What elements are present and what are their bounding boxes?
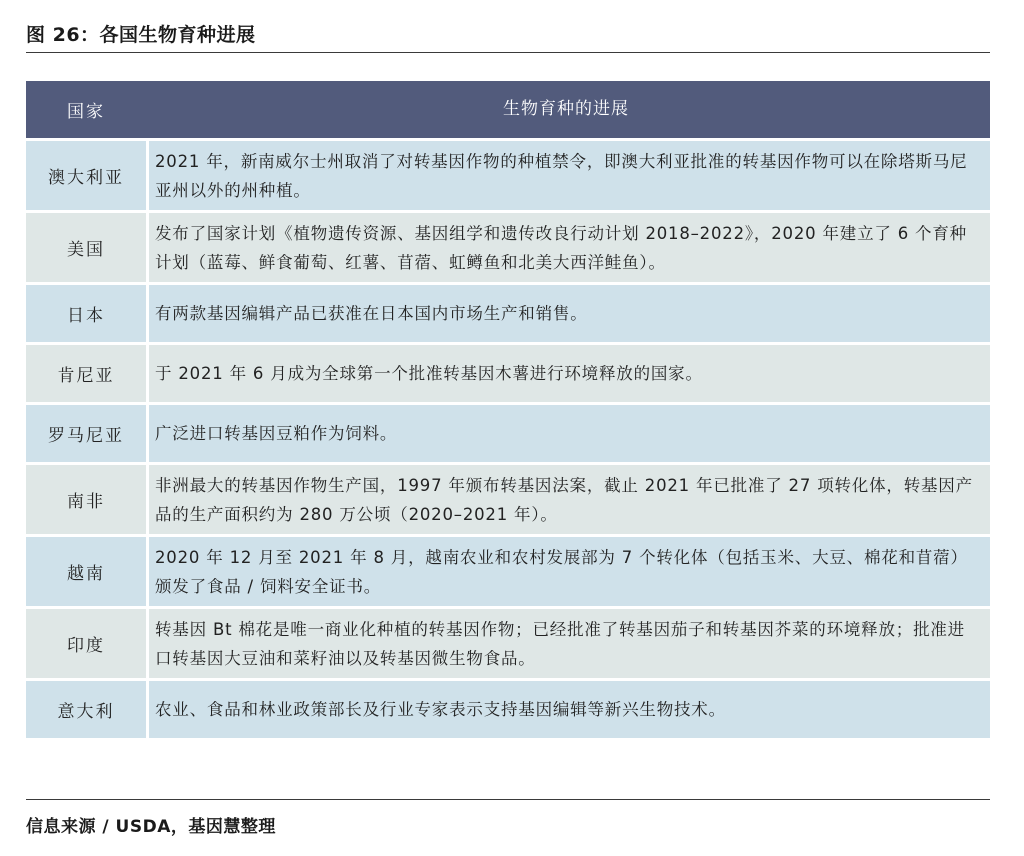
row-progress: 发布了国家计划《植物遗传资源、基因组学和遗传改良行动计划 2018–2022》，2020 年建立了 6 个育种计划（蓝莓、鲜食葡萄、红薯、苜蓿、虹鳟鱼和北美大西洋鲑鱼）。	[155, 223, 967, 272]
row-progress: 广泛进口转基因豆粕作为饲料。	[155, 424, 398, 443]
row-country: 印度	[26, 609, 149, 678]
top-divider	[26, 52, 990, 53]
row-progress: 有两款基因编辑产品已获准在日本国内市场生产和销售。	[155, 304, 588, 323]
table-row	[26, 345, 990, 402]
row-country: 肯尼亚	[26, 345, 149, 402]
table-row	[26, 465, 990, 534]
row-country: 罗马尼亚	[26, 405, 149, 462]
row-country: 南非	[26, 465, 149, 534]
table-row	[26, 405, 990, 462]
row-progress: 非洲最大的转基因作物生产国，1997 年颁布转基因法案，截止 2021 年已批准了 27 项转化体，转基因产品的生产面积约为 280 万公顷（2020–2021 年）。	[155, 475, 973, 524]
table-row	[26, 285, 990, 342]
progress-table	[26, 81, 990, 741]
figure-title: 图 26：各国生物育种进展	[26, 24, 256, 46]
row-progress: 2020 年 12 月至 2021 年 8 月，越南农业和农村发展部为 7 个转化体（包括玉米、大豆、棉花和苜蓿）颁发了食品 / 饲料安全证书。	[155, 547, 968, 596]
table-row	[26, 141, 990, 210]
table-header-row	[26, 81, 990, 138]
table-row	[26, 537, 990, 606]
row-progress: 农业、食品和林业政策部长及行业专家表示支持基因编辑等新兴生物技术。	[155, 700, 726, 719]
row-country: 澳大利亚	[26, 141, 149, 210]
header-country: 国家	[67, 102, 105, 122]
row-progress: 于 2021 年 6 月成为全球第一个批准转基因木薯进行环境释放的国家。	[155, 364, 703, 383]
source-note: 信息来源 / USDA，基因慧整理	[26, 817, 276, 837]
table-row	[26, 213, 990, 282]
row-country: 美国	[26, 213, 149, 282]
bottom-divider	[26, 799, 990, 800]
row-country: 日本	[26, 285, 149, 342]
row-progress: 2021 年，新南威尔士州取消了对转基因作物的种植禁令，即澳大利亚批准的转基因作物可以在除塔斯马尼亚州以外的州种植。	[155, 151, 968, 200]
row-country: 意大利	[26, 681, 149, 738]
header-progress: 生物育种的进展	[503, 99, 629, 119]
row-progress: 转基因 Bt 棉花是唯一商业化种植的转基因作物；已经批准了转基因茄子和转基因芥菜的环境释放；批准进口转基因大豆油和菜籽油以及转基因微生物食品。	[155, 619, 965, 668]
table-row	[26, 609, 990, 678]
table-row	[26, 681, 990, 738]
row-country: 越南	[26, 537, 149, 606]
